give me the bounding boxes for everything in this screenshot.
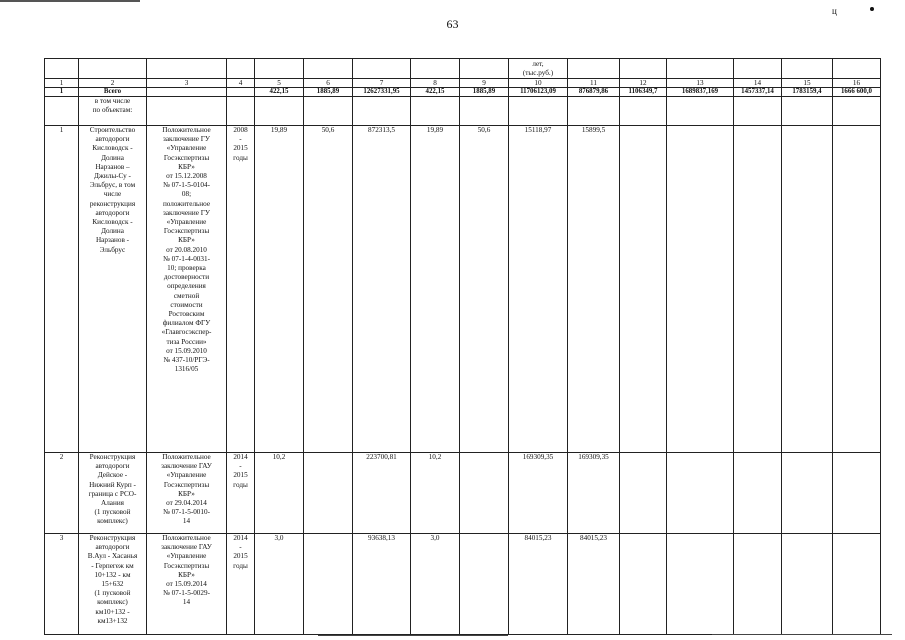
header-cell xyxy=(620,59,667,79)
value-cell xyxy=(304,453,353,534)
value-cell: 169309,35 xyxy=(568,453,620,534)
value-cell xyxy=(304,534,353,635)
column-number: 11 xyxy=(568,79,620,88)
value-cell: 10,2 xyxy=(411,453,460,534)
object-name: Реконструкция автодороги Дейское - Нижний Курп - граница с РСО- Алания (1 пусковой комплекс) xyxy=(79,453,147,534)
header-cell xyxy=(568,59,620,79)
total-cell: 1885,89 xyxy=(304,88,353,97)
value-cell: 19,89 xyxy=(255,126,304,453)
column-number: 4 xyxy=(227,79,255,88)
budget-table xyxy=(44,58,881,635)
value-cell: 19,89 xyxy=(411,126,460,453)
value-cell: 169309,35 xyxy=(509,453,568,534)
row-number: 1 xyxy=(45,126,79,453)
header-cell xyxy=(227,59,255,79)
column-number: 14 xyxy=(734,79,782,88)
column-number: 1 xyxy=(45,79,79,88)
value-cell: 84015,23 xyxy=(509,534,568,635)
column-number: 15 xyxy=(782,79,833,88)
value-cell: 3,0 xyxy=(411,534,460,635)
row-number: 2 xyxy=(45,453,79,534)
column-number: 2 xyxy=(79,79,147,88)
total-cell: 876879,86 xyxy=(568,88,620,97)
header-cell xyxy=(79,59,147,79)
header-cell xyxy=(147,59,227,79)
expertise-document: Положительное заключение ГУ «Управление Госэкспертизы КБР» от 15.12.2008 № 07-1-5-0104- 08; положительное заключение ГУ «Управление Госэкспертизы КБР» от 20.08.2010 № 07-1-4-0031- 10; проверка достоверности определения сметной стоимости Ростовским филиалом ФГУ «Главгосэкспер- тиза России» от 15.09.2010 № 437-10/РГЭ- 1316/05 xyxy=(147,126,227,453)
value-cell: 15118,97 xyxy=(509,126,568,453)
header-cell xyxy=(353,59,411,79)
years-cell: 2014 - 2015 годы xyxy=(227,534,255,635)
total-label: Всего xyxy=(79,88,147,97)
header-cell xyxy=(304,59,353,79)
header-cell xyxy=(255,59,304,79)
column-number: 9 xyxy=(460,79,509,88)
row-number: 3 xyxy=(45,534,79,635)
value-cell xyxy=(460,453,509,534)
column-number: 8 xyxy=(411,79,460,88)
object-name: Реконструкция автодороги В.Аул - Хасанья - Герпегеж км 10+132 - км 15+632 (1 пусковой комплекс) км10+132 - км13+132 xyxy=(79,534,147,635)
corner-mark: ц xyxy=(832,6,837,16)
total-cell xyxy=(147,88,227,97)
value-cell: 50,6 xyxy=(304,126,353,453)
total-cell: 1689837,169 xyxy=(667,88,734,97)
header-cell xyxy=(45,59,79,79)
value-cell: 93638,13 xyxy=(353,534,411,635)
total-cell: 1783159,4 xyxy=(782,88,833,97)
scan-artifact-line xyxy=(712,634,892,635)
header-cell xyxy=(460,59,509,79)
years-cell: 2008 - 2015 годы xyxy=(227,126,255,453)
header-cell xyxy=(734,59,782,79)
value-cell: 50,6 xyxy=(460,126,509,453)
header-row xyxy=(45,59,881,79)
expertise-document: Положительное заключение ГАУ «Управление Госэкспертизы КБР» от 29.04.2014 № 07-1-5-0010- 14 xyxy=(147,453,227,534)
total-row xyxy=(45,88,881,97)
header-cell xyxy=(411,59,460,79)
total-cell: 1457337,14 xyxy=(734,88,782,97)
total-cell: 12627331,95 xyxy=(353,88,411,97)
scan-artifact-line xyxy=(318,635,508,636)
total-cell: 422,15 xyxy=(255,88,304,97)
column-number: 5 xyxy=(255,79,304,88)
value-cell: 3,0 xyxy=(255,534,304,635)
total-cell: 1 xyxy=(45,88,79,97)
value-cell xyxy=(460,534,509,635)
value-cell: 872313,5 xyxy=(353,126,411,453)
header-cell-units: лет, (тыс.руб.) xyxy=(509,59,568,79)
years-cell: 2014 - 2015 годы xyxy=(227,453,255,534)
total-cell: 422,15 xyxy=(411,88,460,97)
column-number: 3 xyxy=(147,79,227,88)
column-number: 6 xyxy=(304,79,353,88)
corner-dot xyxy=(870,7,874,11)
value-cell: 223700,81 xyxy=(353,453,411,534)
value-cell: 84015,23 xyxy=(568,534,620,635)
column-number: 13 xyxy=(667,79,734,88)
value-cell: 15899,5 xyxy=(568,126,620,453)
total-cell xyxy=(227,88,255,97)
total-cell: 1885,89 xyxy=(460,88,509,97)
table-row xyxy=(45,453,881,534)
subheading-label: в том числе по объектам: xyxy=(79,97,147,126)
table-row xyxy=(45,534,881,635)
column-number: 7 xyxy=(353,79,411,88)
scan-artifact-line xyxy=(0,0,140,2)
header-cell xyxy=(782,59,833,79)
total-cell: 1106349,7 xyxy=(620,88,667,97)
table-row xyxy=(45,126,881,453)
column-number: 12 xyxy=(620,79,667,88)
column-number: 16 xyxy=(833,79,881,88)
total-cell: 1666 600,0 xyxy=(833,88,881,97)
total-cell: 11706123,09 xyxy=(509,88,568,97)
subheading-row xyxy=(45,97,881,126)
column-number-row xyxy=(45,79,881,88)
column-number: 10 xyxy=(509,79,568,88)
object-name: Строительство автодороги Кисловодск - Долина Нарзанов – Джилы-Су - Эльбрус, в том числе реконструкция автодороги Кисловодск - Долина Нарзанов - Эльбрус xyxy=(79,126,147,453)
value-cell: 10,2 xyxy=(255,453,304,534)
header-cell xyxy=(667,59,734,79)
page-number: 63 xyxy=(446,17,459,31)
header-cell xyxy=(833,59,881,79)
expertise-document: Положительное заключение ГАУ «Управление Госэкспертизы КБР» от 15.09.2014 № 07-1-5-0029- 14 xyxy=(147,534,227,635)
